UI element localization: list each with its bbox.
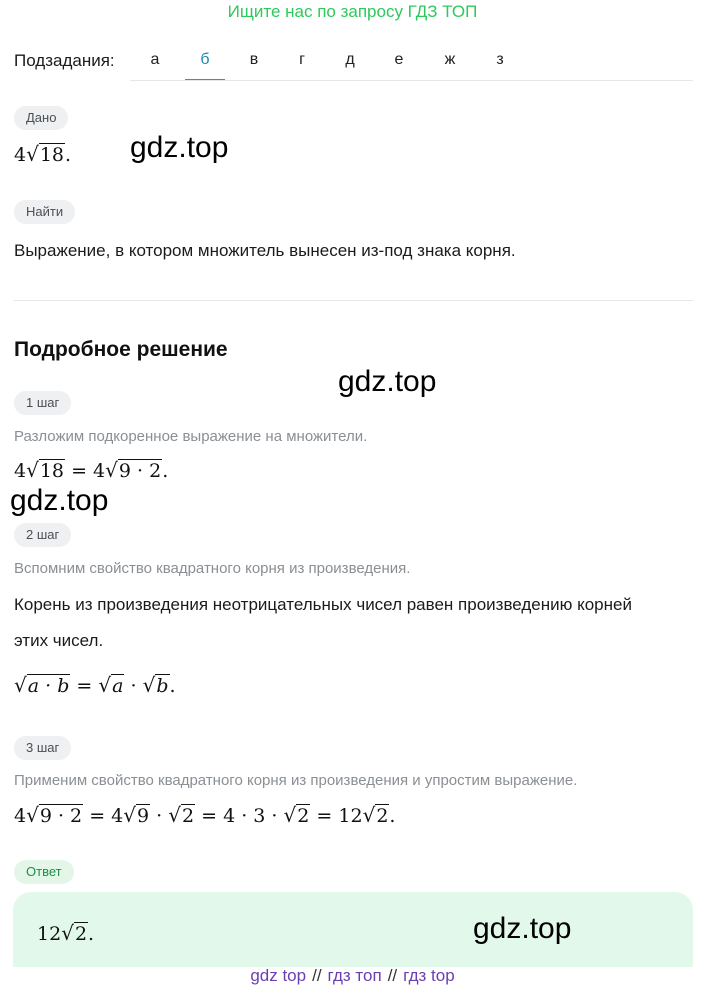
footer-link[interactable]: гдз top <box>403 966 455 985</box>
step2-description: Вспомним свойство квадратного корня из произведения. <box>14 560 411 577</box>
coef: 4 <box>111 805 124 827</box>
watermark: gdz.top <box>130 131 229 164</box>
radicand: b <box>156 675 169 697</box>
step2-rule-line2: этих чисел. <box>14 631 104 650</box>
radicand: a <box>112 675 124 697</box>
sqrt-sign: √2 <box>168 803 195 827</box>
subtasks-label: Подзадания: <box>14 51 115 70</box>
sqrt-sign: √18 <box>26 142 65 166</box>
step1-description: Разложим подкоренное выражение на множители. <box>14 428 368 445</box>
tabs-underline <box>130 80 693 81</box>
watermark: gdz.top <box>338 365 437 398</box>
footer-link[interactable]: гдз топ <box>327 966 382 985</box>
equals: = <box>316 805 333 827</box>
equals: = <box>71 460 87 482</box>
tab-b[interactable]: б <box>181 40 229 80</box>
footer-separator: // <box>312 966 322 985</box>
radicand: 9 · 2 <box>118 460 162 482</box>
equals: = <box>76 675 93 697</box>
radicand: 9 · 2 <box>39 805 83 827</box>
tab-g[interactable]: г <box>299 51 305 68</box>
promo-banner[interactable]: Ищите нас по запросу ГДЗ ТОП <box>227 2 478 21</box>
tab-d[interactable]: д <box>345 51 355 68</box>
tab-a[interactable]: а <box>150 51 160 68</box>
answer-expression <box>37 921 94 945</box>
sqrt-sign: √a · b <box>14 673 70 697</box>
subtask-tabs <box>130 40 693 80</box>
section-divider <box>14 300 693 301</box>
tab-e[interactable]: е <box>394 51 404 68</box>
tab-v[interactable]: в <box>249 51 259 68</box>
dot: · <box>156 805 163 827</box>
watermark: gdz.top <box>473 912 572 945</box>
given-chip: Дано <box>14 106 68 130</box>
equals: = <box>89 805 106 827</box>
coef: 4 <box>14 805 27 827</box>
radicand: 9 <box>137 805 150 827</box>
sqrt-sign: √9 · 2 <box>105 458 162 482</box>
coef: 4 <box>93 460 106 482</box>
answer-chip: Ответ <box>14 860 74 884</box>
given-coef: 4 <box>14 144 27 166</box>
product: 4 · 3 · <box>223 805 278 827</box>
end-dot: . <box>169 675 176 697</box>
given-expression <box>14 142 71 166</box>
sqrt-sign: √2 <box>61 921 88 945</box>
solution-heading: Подробное решение <box>14 338 228 361</box>
footer-links <box>0 966 705 986</box>
end-dot: . <box>162 460 169 482</box>
step3-description: Применим свойство квадратного корня из произведения и упростим выражение. <box>14 772 578 789</box>
radicand: a · b <box>27 675 70 697</box>
coef: 12 <box>37 923 62 945</box>
sqrt-sign: √b <box>142 673 169 697</box>
sqrt-sign: √18 <box>26 458 65 482</box>
step2-formula <box>14 673 176 697</box>
end-dot: . <box>88 923 95 945</box>
tab-z[interactable]: з <box>496 51 504 68</box>
find-text: Выражение, в котором множитель вынесен из-под знака корня. <box>14 241 516 260</box>
end-dot: . <box>389 805 396 827</box>
step2-chip: 2 шаг <box>14 523 71 547</box>
given-radicand: 18 <box>39 144 65 166</box>
answer-box <box>13 892 693 967</box>
coef: 12 <box>338 805 363 827</box>
step2-rule-line1: Корень из произведения неотрицательных чисел равен произведению корней <box>14 595 632 614</box>
radicand: 2 <box>297 805 310 827</box>
sqrt-sign: √a <box>98 673 124 697</box>
given-end: . <box>65 144 72 166</box>
sqrt-sign: √9 · 2 <box>26 803 83 827</box>
equals: = <box>201 805 218 827</box>
find-chip: Найти <box>14 200 75 224</box>
tab-zh[interactable]: ж <box>444 51 456 68</box>
watermark: gdz.top <box>10 484 109 517</box>
coef: 4 <box>14 460 27 482</box>
footer-separator: // <box>387 966 398 985</box>
radicand: 18 <box>39 460 65 482</box>
sqrt-sign: √2 <box>283 803 310 827</box>
sqrt-sign: √9 <box>123 803 150 827</box>
sqrt-sign: √2 <box>362 803 389 827</box>
step1-chip: 1 шаг <box>14 391 71 415</box>
radicand: 2 <box>181 805 195 827</box>
step1-formula <box>14 458 168 482</box>
radicand: 2 <box>376 805 389 827</box>
footer-link[interactable]: gdz top <box>250 966 307 985</box>
step3-chip: 3 шаг <box>14 736 71 760</box>
radicand: 2 <box>74 923 88 945</box>
step3-formula <box>14 803 395 827</box>
dot: · <box>130 675 137 697</box>
